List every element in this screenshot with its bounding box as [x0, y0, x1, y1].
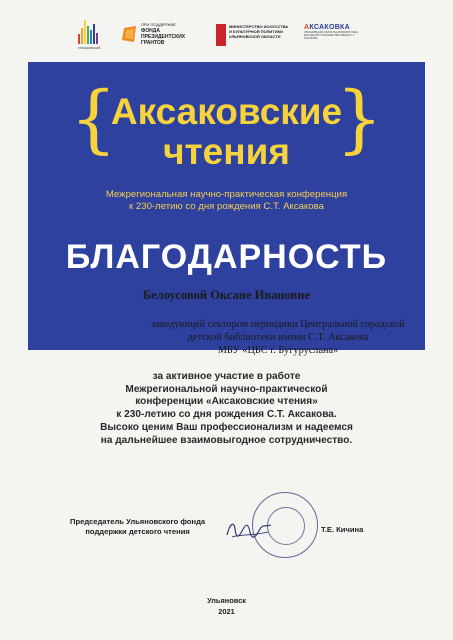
grants-fund-icon: [122, 24, 138, 44]
signatory-title-line-2: поддержки детского чтения: [85, 527, 190, 536]
aksakovka-letter-a: А: [304, 24, 310, 31]
aksakovka-subtitle: УЛЬЯНОВСКАЯ ОБЛАСТНАЯ БИБЛИОТЕКА ДЛЯ ДЕТЕЙ И ЮНОШЕСТВА ИМЕНИ С.Т. АКСАКОВА: [304, 31, 359, 40]
message-line-2: Межрегиональной научно-практической: [125, 383, 328, 395]
right-brace-decoration: }: [335, 76, 383, 162]
message-line-5: Высоко ценим Ваш профессионализм и надеемся: [100, 421, 353, 433]
ulyanovsk-caption: УЛЬЯНОВСКИЙ: [78, 46, 101, 50]
position-line-1: заведующей сектором периодики Центральной городской: [151, 319, 405, 330]
recipient-name: Белоусовой Оксане Ивановне: [143, 288, 310, 302]
event-title-line-1: Аксаковские: [110, 91, 343, 132]
message-line-4: к 230-летию со дня рождения С.Т. Аксакова.: [116, 409, 337, 421]
fpg-line-2: ПРЕЗИДЕНТСКИХ: [141, 34, 186, 40]
message-line-1: за активное участие в работе: [152, 371, 301, 382]
handwritten-signature: [224, 517, 274, 543]
ulyanovsk-logo: [78, 20, 100, 52]
aksakovka-name: КСАКОВКА: [309, 24, 350, 31]
ulyanovsk-bars-icon: [78, 20, 100, 44]
event-subtitle-line-1: Межрегиональная научно-практическая конференция: [105, 189, 348, 200]
signatory-name: Т.Е. Кичина: [321, 525, 364, 534]
certificate-heading: БЛАГОДАРНОСТЬ: [65, 238, 388, 276]
gratitude-message: [0, 371, 453, 447]
event-subtitle-line-2: к 230-летию со дня рождения С.Т. Аксакова: [129, 201, 324, 212]
message-line-6: на дальнейшее взаимовыгодное сотрудничество.: [100, 434, 353, 446]
ministry-line-3: УЛЬЯНОВСКОЙ ОБЛАСТИ: [229, 34, 281, 39]
fpg-support-text: ПРИ ПОДДЕРЖКЕ: [141, 22, 176, 27]
signatory-title-line-1: Председатель Ульяновского фонда: [70, 517, 206, 526]
recipient-position: [148, 318, 408, 357]
presidential-grants-logo: [122, 22, 200, 52]
ministry-line-2: И КУЛЬТУРНОЙ ПОЛИТИКИ: [229, 29, 283, 34]
fpg-line-3: ГРАНТОВ: [141, 40, 165, 46]
partner-logos: [0, 14, 453, 56]
position-line-2: детской библиотеки имени С.Т. Аксакова: [187, 332, 369, 343]
left-brace-decoration: {: [70, 76, 118, 162]
event-title-line-2: чтения: [163, 131, 290, 172]
position-line-3: МБУ «ЦБС г. Бугуруслана»: [217, 345, 339, 356]
event-subtitle: [58, 189, 395, 213]
aksakovka-logo: [304, 24, 364, 50]
issue-city: Ульяновск: [207, 596, 246, 605]
issue-year: 2021: [218, 607, 235, 616]
signatory-title: [70, 517, 205, 537]
message-line-3: конференции «Аксаковские чтения»: [135, 396, 318, 408]
ministry-emblem-icon: [216, 24, 226, 46]
ministry-line-1: МИНИСТЕРСТВО ИСКУССТВА: [229, 24, 289, 29]
fpg-line-1: ФОНДА: [141, 28, 160, 34]
title-banner: [28, 62, 425, 350]
ministry-logo: [216, 24, 300, 50]
